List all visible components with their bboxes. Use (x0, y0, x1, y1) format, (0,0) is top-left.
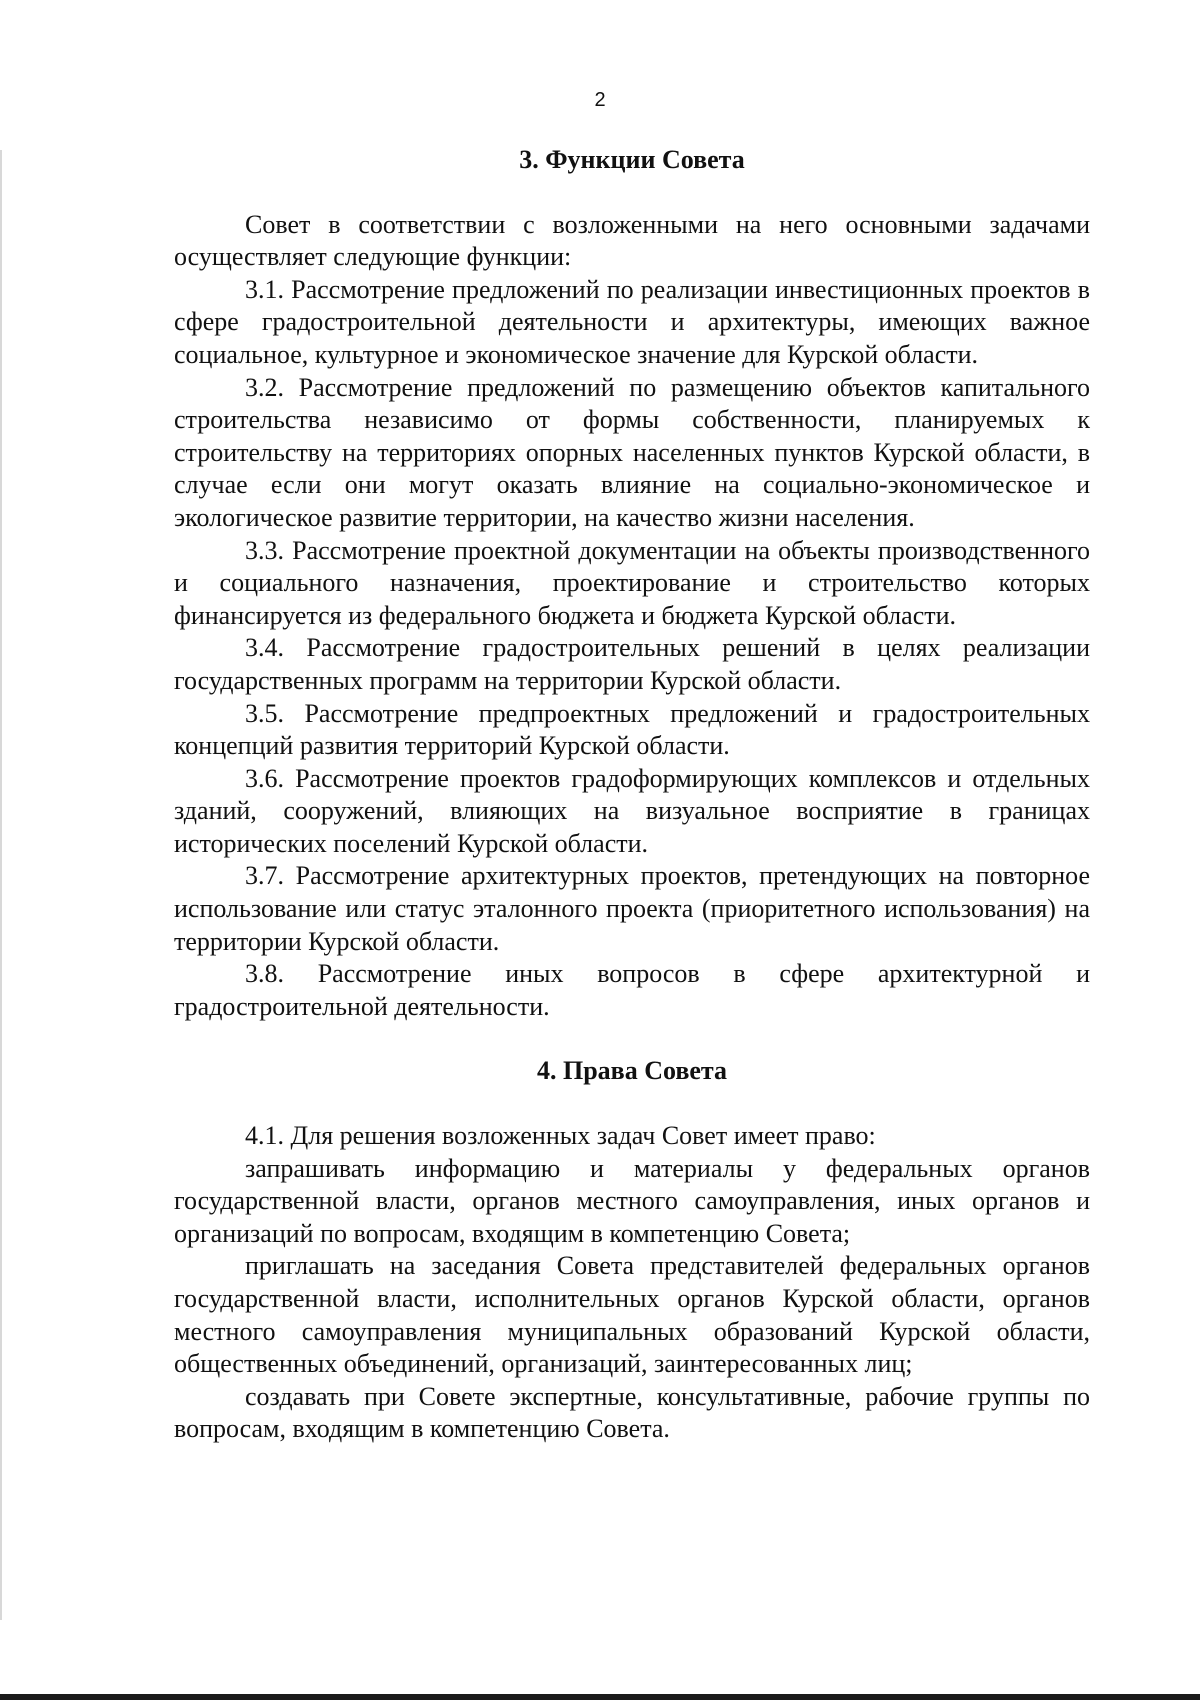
clause-3-1: 3.1. Рассмотрение предложений по реализации инвестиционных проектов в сфере градостроительной деятельности и архитектуры, имеющих важное социальное, культурное и экономическое значение для Курской области. (174, 274, 1090, 369)
clause-3-5: 3.5. Рассмотрение предпроектных предложений и градостроительных концепций развития территорий Курской области. (174, 698, 1090, 761)
scan-bottom-edge (0, 1694, 1200, 1700)
clause-3-2: 3.2. Рассмотрение предложений по размещению объектов капитального строительства независимо от формы собственности, планируемых к строительству на территориях опорных населенных пунктов Курской области, в случае если они могут оказать влияние на социально-экономическое и экологическое развитие территории, на качество жизни населения. (174, 372, 1090, 532)
section-3-intro: Совет в соответствии с возложенными на него основными задачами осуществляет следующие функции: (174, 209, 1090, 272)
right-invite-representatives: приглашать на заседания Совета представителей федеральных органов государственной власти, исполнительных органов Курской области, органов местного самоуправления муниципальных образований Курской области, общественных объединений, организаций, заинтересованных лиц; (174, 1251, 1090, 1379)
clause-3-8: 3.8. Рассмотрение иных вопросов в сфере архитектурной и градостроительной деятельности. (174, 959, 1090, 1021)
document-body (174, 144, 1090, 1446)
right-request-information: запрашивать информацию и материалы у федеральных органов государственной власти, органов местного самоуправления, иных органов и организаций по вопросам, входящим в компетенцию Совета; (174, 1153, 1090, 1248)
section-4-title: 4. Права Совета (536, 1056, 728, 1086)
clause-3-7: 3.7. Рассмотрение архитектурных проектов, претендующих на повторное использование или статус эталонного проекта (приоритетного использования) на территории Курской области. (174, 861, 1090, 956)
clause-3-6: 3.6. Рассмотрение проектов градоформирующих комплексов и отдельных зданий, сооружений, влияющих на визуальное восприятие в границах исторических поселений Курской области. (174, 763, 1090, 858)
clause-4-1: 4.1. Для решения возложенных задач Совет имеет право: (245, 1121, 876, 1151)
clause-3-4: 3.4. Рассмотрение градостроительных решений в целях реализации государственных программ на территории Курской области. (174, 633, 1090, 695)
section-3-title: 3. Функции Совета (519, 145, 745, 174)
right-create-groups: создавать при Совете экспертные, консультативные, рабочие группы по вопросам, входящим в компетенцию Совета. (174, 1381, 1090, 1444)
page-number: 2 (594, 89, 606, 111)
clause-3-3: 3.3. Рассмотрение проектной документации на объекты производственного и социального назначения, проектирование и строительство которых финансируется из федерального бюджета и бюджета Курской области. (174, 535, 1090, 630)
scan-left-edge (0, 150, 2, 1620)
